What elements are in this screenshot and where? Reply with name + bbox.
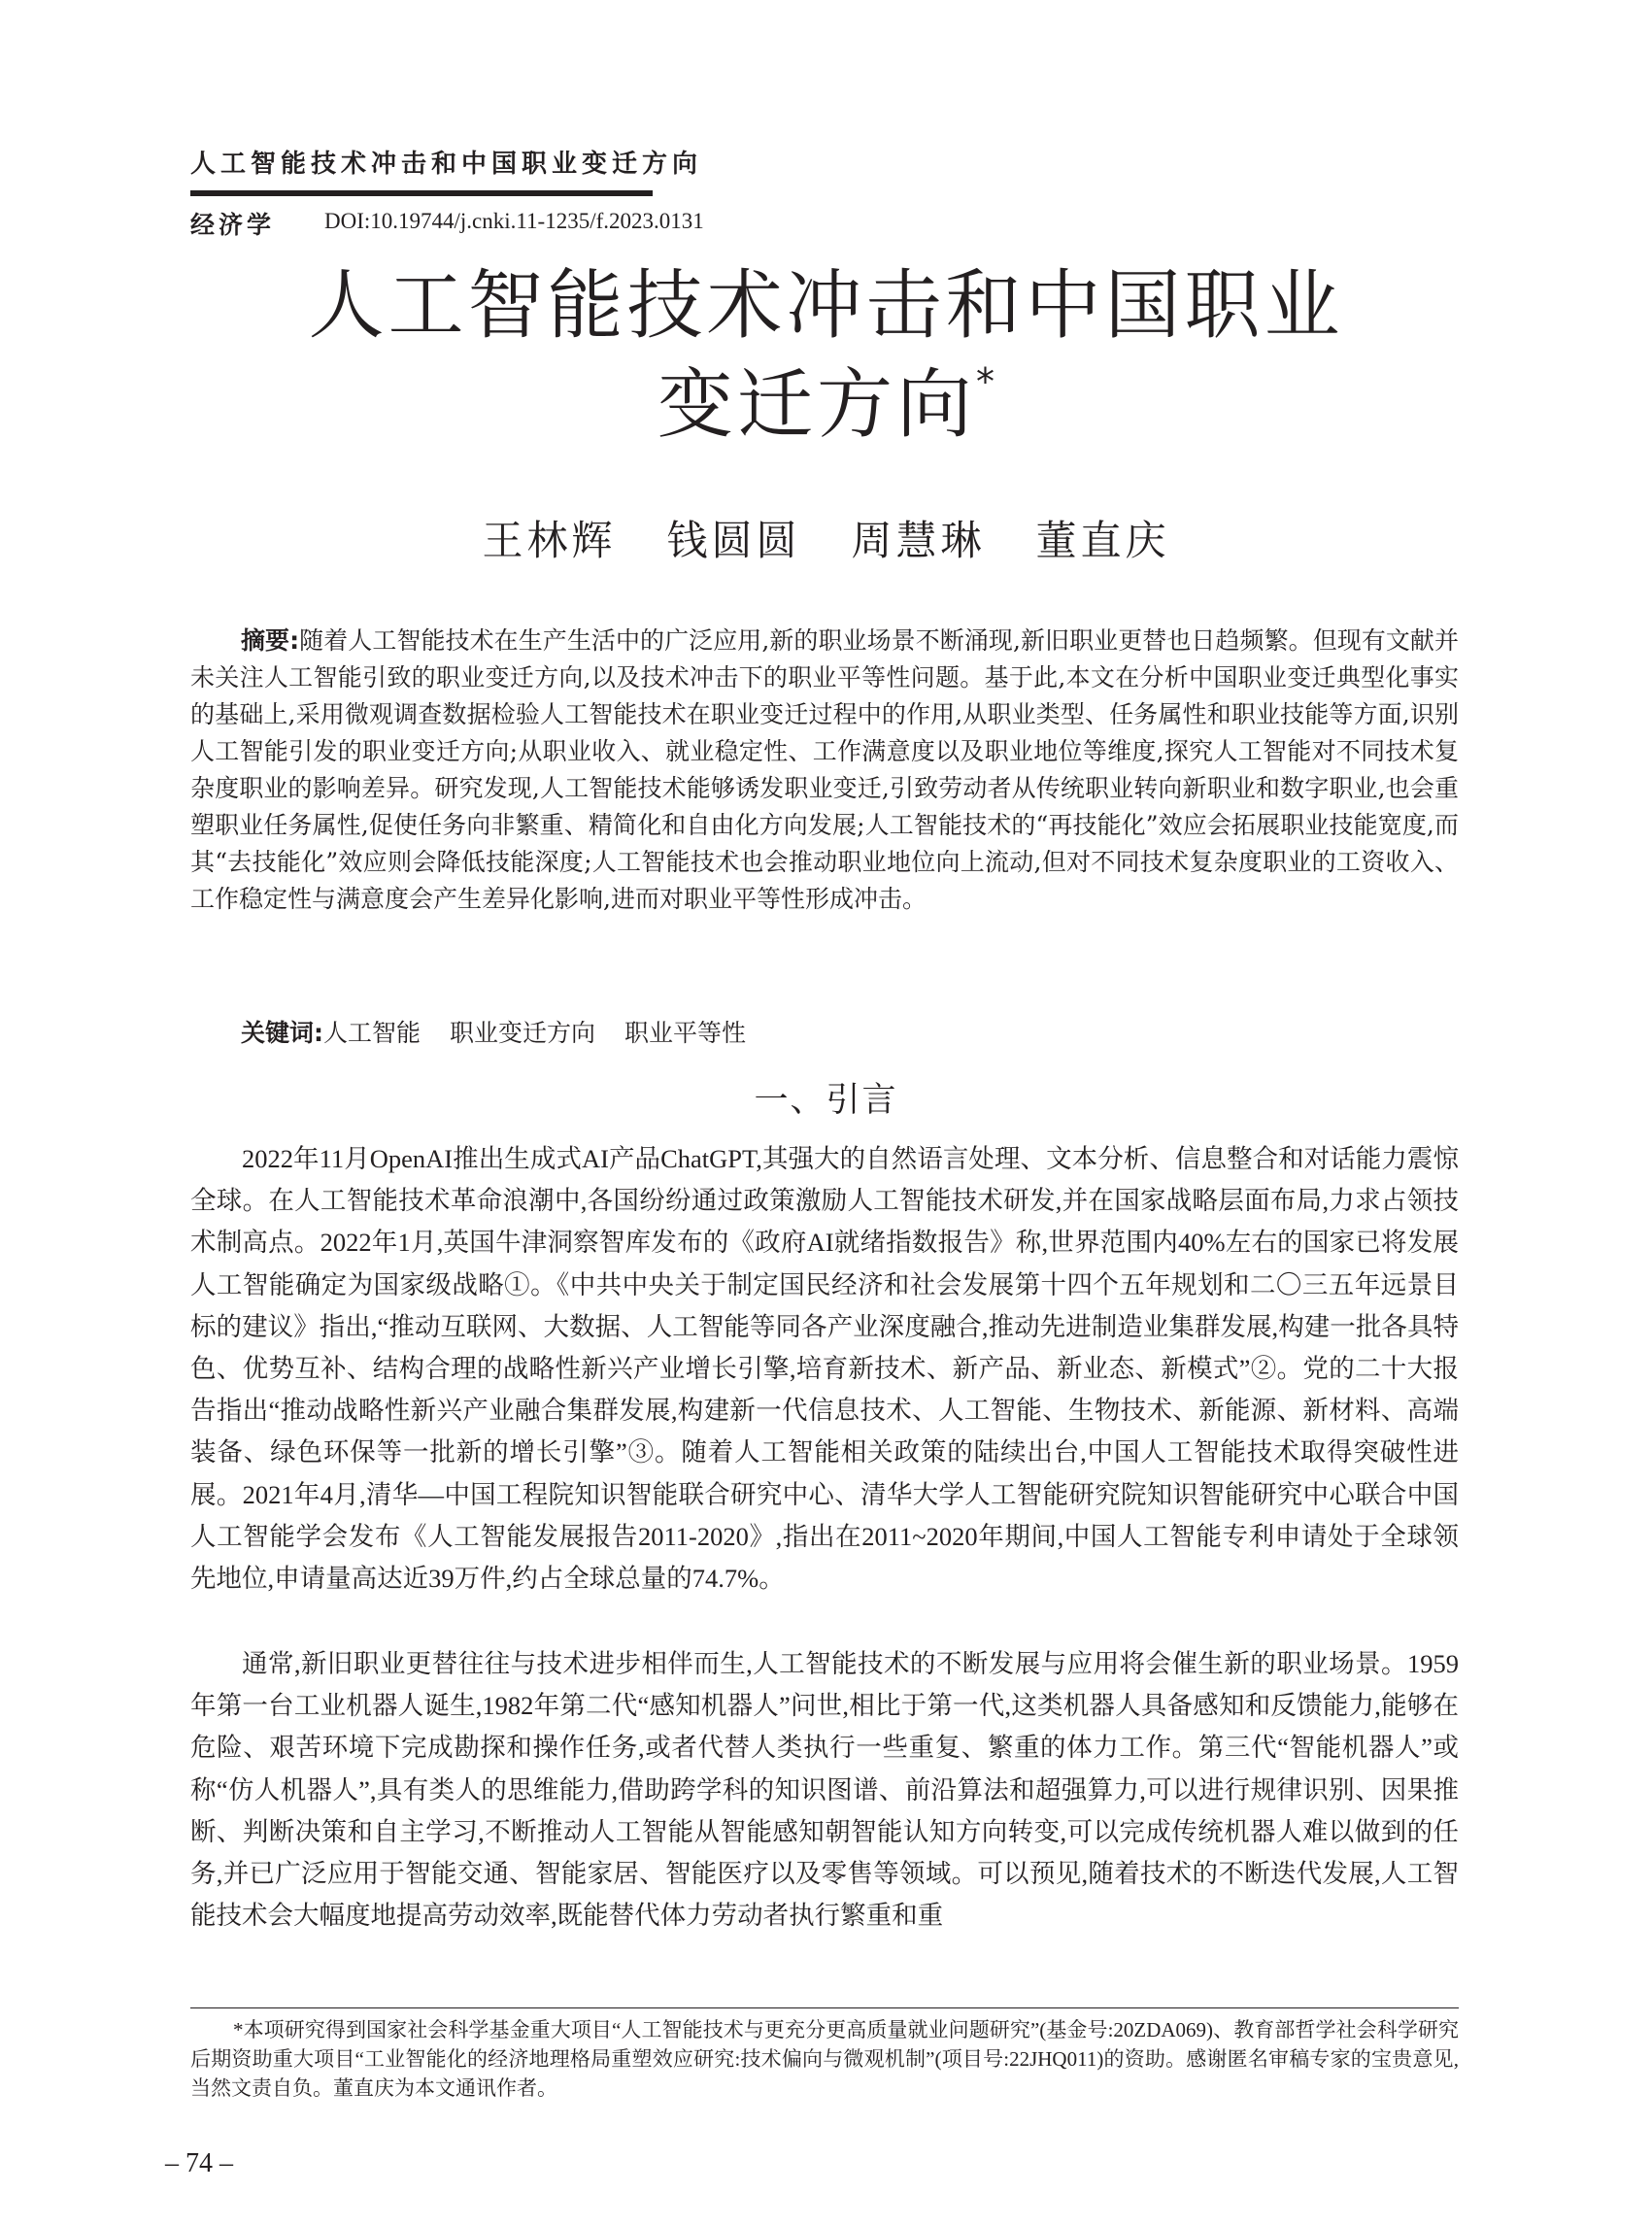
- abstract-text: 随着人工智能技术在生产生活中的广泛应用,新的职业场景不断涌现,新旧职业更替也日趋频繁。但现有文献并未关注人工智能引致的职业变迁方向,以及技术冲击下的职业平等性问题。基于此,本文在分析中国职业变迁典型化事实的基础上,采用微观调查数据检验人工智能技术在职业变迁过程中的作用,从职业类型、任务属性和职业技能等方面,识别人工智能引发的职业变迁方向;从职业收入、就业稳定性、工作满意度以及职业地位等维度,探究人工智能对不同技术复杂度职业的影响差异。研究发现,人工智能技术能够诱发职业变迁,引致劳动者从传统职业转向新职业和数字职业,也会重塑职业任务属性,促使任务向非繁重、精简化和自由化方向发展;人工智能技术的“再技能化”效应会拓展职业技能宽度,而其“去技能化”效应则会降低技能深度;人工智能技术也会推动职业地位向上流动,但对不同技术复杂度职业的工资收入、工作稳定性与满意度会产生差异化影响,进而对职业平等性形成冲击。: [190, 626, 1459, 913]
- article-title-line-1: 人工智能技术冲击和中国职业: [308, 262, 1344, 350]
- doi[interactable]: DOI:10.19744/j.cnki.11-1235/f.2023.0131: [324, 209, 704, 233]
- body-paragraph: 2022年11月OpenAI推出生成式AI产品ChatGPT,其强大的自然语言处理、文本分析、信息整合和对话能力震惊全球。在人工智能技术革命浪潮中,各国纷纷通过政策激励人工智能技术研发,并在国家战略层面布局,力求占领技术制高点。2022年1月,英国牛津洞察智库发布的《政府AI就绪指数报告》称,世界范围内40%左右的国家已将发展人工智能确定为国家级战略①。《中共中央关于制定国民经济和社会发展第十四个五年规划和二〇三五年远景目标的建议》指出,“推动互联网、大数据、人工智能等同各产业深度融合,推动先进制造业集群发展,构建一批各具特色、优势互补、结构合理的战略性新兴产业增长引擎,培育新技术、新产品、新业态、新模式”②。党的二十大报告指出“推动战略性新兴产业融合集群发展,构建新一代信息技术、人工智能、生物技术、新能源、新材料、高端装备、绿色环保等一批新的增长引擎”③。随着人工智能相关政策的陆续出台,中国人工智能技术取得突破性进展。2021年4月,清华—中国工程院知识智能联合研究中心、清华大学人工智能研究院知识智能研究中心联合中国人工智能学会发布《人工智能发展报告2011-2020》,指出在2011~2020年期间,中国人工智能专利申请处于全球领先地位,申请量高达近39万件,约占全球总量的74.7%。: [190, 1144, 1459, 1594]
- running-head-rule: [190, 190, 653, 196]
- keywords: [241, 1015, 746, 1052]
- keyword: 职业平等性: [624, 1019, 747, 1047]
- running-head: 人工智能技术冲击和中国职业变迁方向: [190, 150, 703, 179]
- section-heading: 一、引言: [754, 1081, 898, 1120]
- column-label: 经济学: [190, 211, 276, 239]
- abstract: [190, 623, 1459, 918]
- footnote: *本项研究得到国家社会科学基金重大项目“人工智能技术与更充分更高质量就业问题研究”(基金号:20ZDA069)、教育部哲学社会科学研究后期资助重大项目“工业智能化的经济地理格局重塑效应研究:技术偏向与微观机制”(项目号:22JHQ011)的资助。感谢匿名审稿专家的宝贵意见,当然文责自负。董直庆为本文通讯作者。: [190, 2018, 1459, 2100]
- author-name: 王林辉: [482, 517, 617, 564]
- keyword: 人工智能: [323, 1019, 421, 1047]
- keywords-label: 关键词:: [241, 1019, 323, 1047]
- keyword: 职业变迁方向: [450, 1019, 596, 1047]
- title-footnote-marker: *: [976, 360, 995, 403]
- page-number: – 74 –: [165, 2148, 233, 2178]
- author-name: 钱圆圆: [666, 517, 801, 564]
- abstract-label: 摘要:: [241, 626, 300, 655]
- author-name: 周慧琳: [851, 517, 986, 564]
- author-list: [0, 509, 1652, 567]
- author-name: 董直庆: [1035, 517, 1170, 564]
- article-title-line-2: [0, 360, 1652, 449]
- footnote-divider: [190, 2007, 1459, 2008]
- body-paragraph: 通常,新旧职业更替往往与技术进步相伴而生,人工智能技术的不断发展与应用将会催生新的职业场景。1959年第一台工业机器人诞生,1982年第二代“感知机器人”问世,相比于第一代,这类机器人具备感知和反馈能力,能够在危险、艰苦环境下完成勘探和操作任务,或者代替人类执行一些重复、繁重的体力工作。第三代“智能机器人”或称“仿人机器人”,具有类人的思维能力,借助跨学科的知识图谱、前沿算法和超强算力,可以进行规律识别、因果推断、判断决策和自主学习,不断推动人工智能从智能感知朝智能认知方向转变,可以完成传统机器人难以做到的任务,并已广泛应用于智能交通、智能家居、智能医疗以及零售等领域。可以预见,随着技术的不断迭代发展,人工智能技术会大幅度地提高劳动效率,既能替代体力劳动者执行繁重和重: [190, 1649, 1459, 1931]
- article-title-text: 变迁方向: [657, 361, 976, 449]
